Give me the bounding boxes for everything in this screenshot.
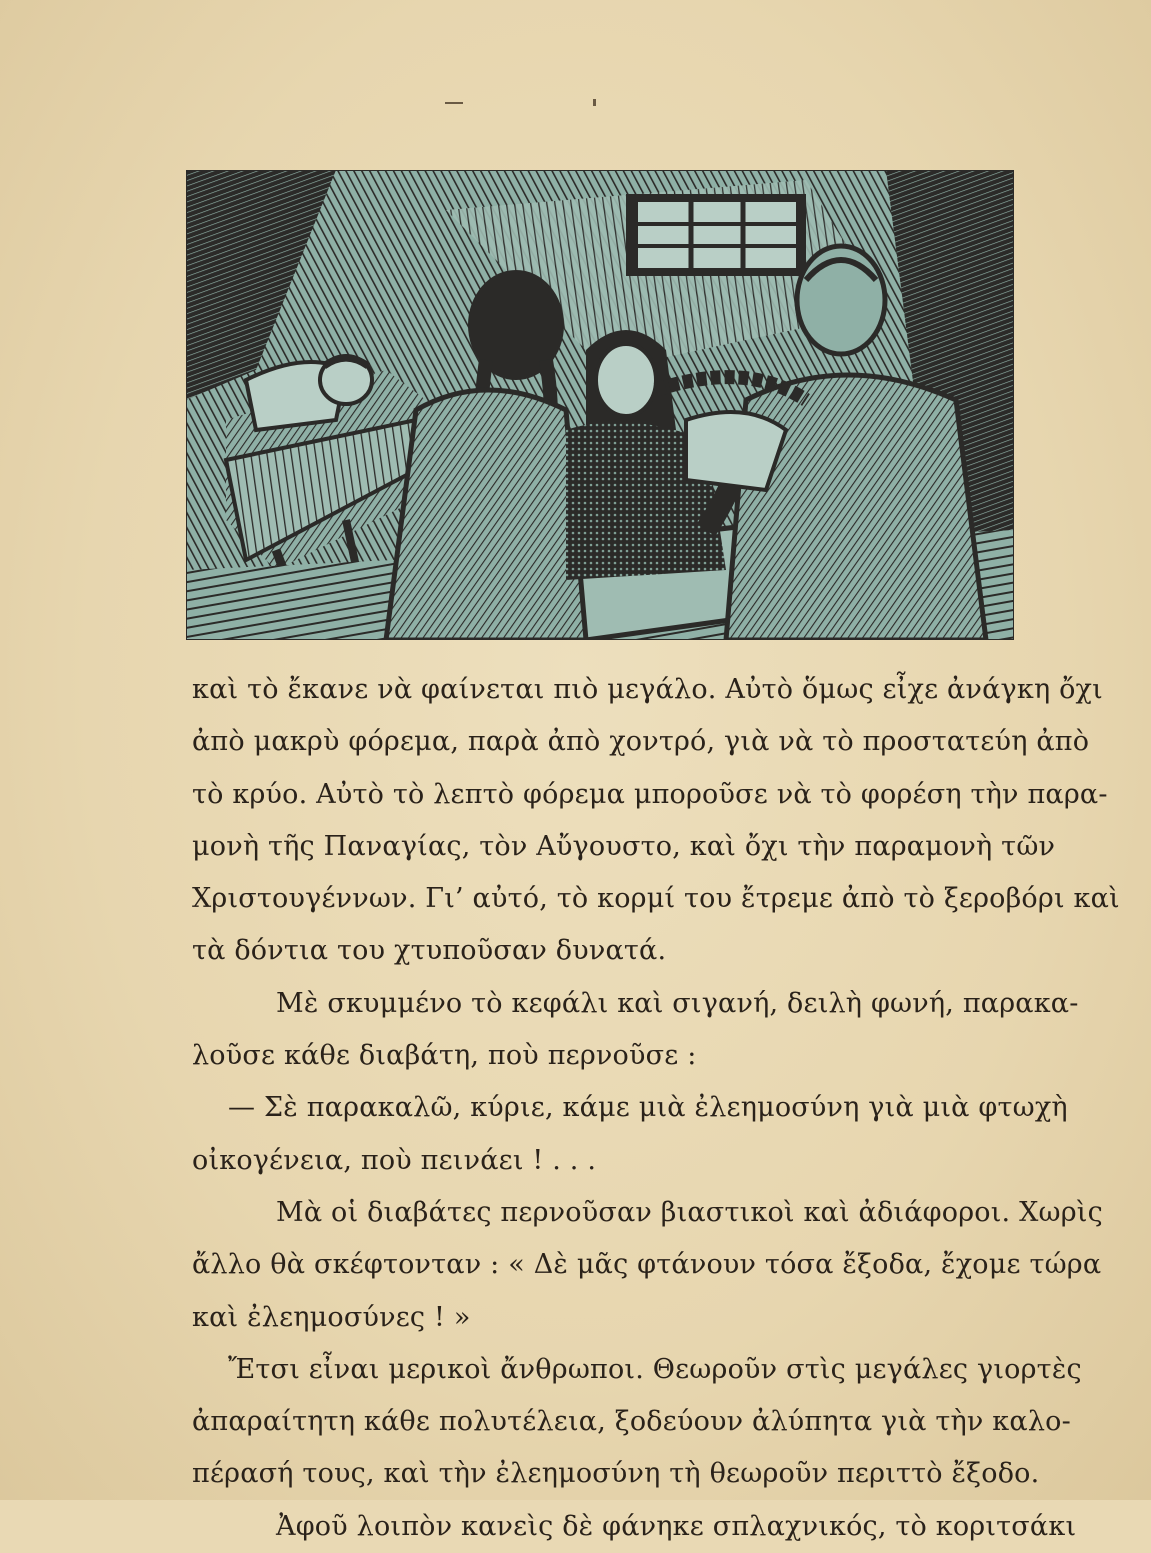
text-line: λοῦσε κάθε διαβάτη, ποὺ περνοῦσε :	[192, 1040, 697, 1072]
text-line: ἀπὸ μακρὺ φόρεμα, παρὰ ἀπὸ χοντρό, γιὰ νὰ τὸ προστατεύη ἀπὸ	[192, 726, 1090, 758]
body-text	[192, 664, 1120, 1553]
text-line: μονὴ τῆς Παναγίας, τὸν Αὔγουστο, καὶ ὄχι τὴν παραμονὴ τῶν	[192, 830, 1056, 862]
text-line: ἀπαραίτητη κάθε πολυτέλεια, ξοδεύουν ἀλύπητα γιὰ τὴν καλο-	[192, 1406, 1071, 1438]
text-line: τὸ κρύο. Αὐτὸ τὸ λεπτὸ φόρεμα μποροῦσε νὰ τὸ φορέση τὴν παρα-	[192, 778, 1108, 810]
text-line: Ἀφοῦ λοιπὸν κανεὶς δὲ φάνηκε σπλαχνικός, τὸ κοριτσάκι	[276, 1510, 1077, 1542]
text-line: Μὰ οἱ διαβάτες περνοῦσαν βιαστικοὶ καὶ ἀδιάφοροι. Χωρὶς	[276, 1196, 1103, 1228]
text-line: ἄλλο θὰ σκέφτονταν : « Δὲ μᾶς φτάνουν τόσα ἔξοδα, ἔχομε τώρα	[192, 1249, 1102, 1281]
text-line: Χριστουγέννων. Γι’ αὐτό, τὸ κορμί του ἔτρεμε ἀπὸ τὸ ξεροβόρι καὶ	[192, 883, 1120, 915]
text-line: καὶ ἐλεημοσύνες ! »	[192, 1301, 471, 1333]
text-line: τὰ δόντια του χτυποῦσαν δυνατά.	[192, 935, 667, 967]
text-line: — Σὲ παρακαλῶ, κύριε, κάμε μιὰ ἐλεημοσύνη γιὰ μιὰ φτωχὴ	[228, 1092, 1068, 1124]
text-line: Ἔτσι εἶναι μερικοὶ ἄνθρωποι. Θεωροῦν στὶς μεγάλες γιορτὲς	[228, 1353, 1082, 1385]
text-line: οἰκογένεια, ποὺ πεινάει ! . . .	[192, 1144, 597, 1176]
print-mark	[445, 102, 463, 104]
window	[626, 194, 806, 276]
engraving-family-room-illustration	[186, 170, 1014, 640]
text-line: Μὲ σκυμμένο τὸ κεφάλι καὶ σιγανή, δειλὴ φωνή, παρακα-	[276, 987, 1079, 1019]
text-line: πέρασή τους, καὶ τὴν ἐλεημοσύνη τὴ θεωροῦν περιττὸ ἔξοδο.	[192, 1458, 1040, 1490]
text-line: καὶ τὸ ἔκανε νὰ φαίνεται πιὸ μεγάλο. Αὐτὸ ὅμως εἶχε ἀνάγκη ὄχι	[192, 674, 1103, 705]
print-mark-dot	[593, 99, 596, 106]
